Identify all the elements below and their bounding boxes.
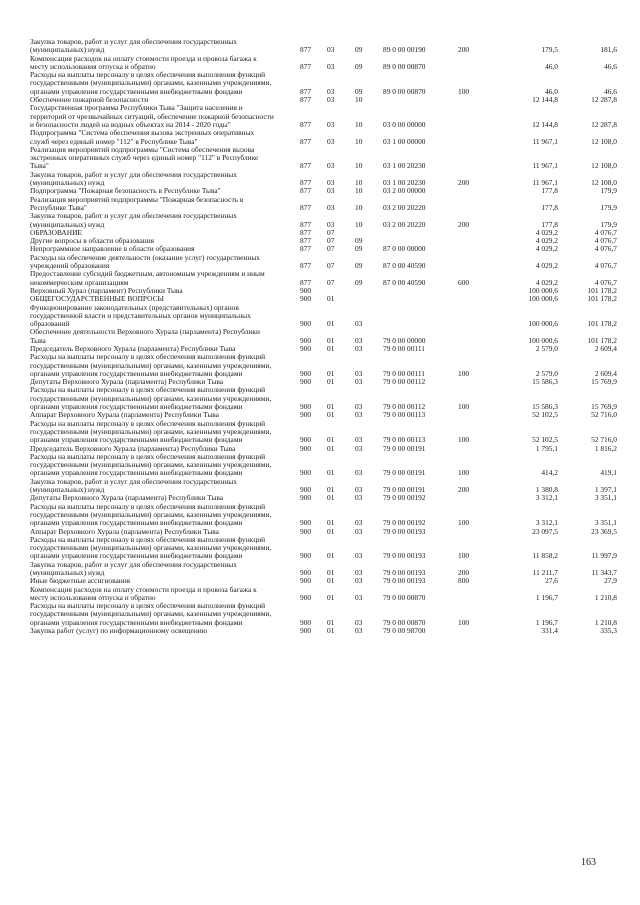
expense-type-code: 200 (458, 178, 470, 188)
table-row (30, 103, 617, 129)
amount-year-1: 11 967,1 (532, 178, 558, 188)
amount-year-2: 101 178,2 (587, 294, 617, 304)
target-item-code: 03 0 00 00000 (383, 119, 426, 129)
section-code: 01 (327, 485, 335, 495)
row-description: Реализация мероприятий подпрограммы "Пожарная безопасность в Республике Тыва" (30, 194, 244, 212)
amount-year-2: 12 108,0 (591, 178, 617, 188)
section-code: 01 (327, 592, 335, 602)
subsection-code: 03 (355, 377, 363, 387)
amount-year-2: 335,3 (600, 626, 617, 636)
amount-year-2: 23 369,5 (591, 526, 617, 536)
department-code: 877 (300, 277, 312, 287)
row-description: Предоставление субсидий бюджетным, автономным учреждениям и иным некоммерческим организациям (30, 269, 265, 287)
section-code: 01 (327, 368, 335, 378)
table-row (30, 194, 617, 213)
amount-year-2: 179,9 (600, 186, 617, 196)
amount-year-1: 11 967,1 (532, 161, 558, 171)
amount-year-2: 52 716,0 (591, 435, 617, 445)
amount-year-1: 11 967,1 (532, 136, 558, 146)
table-row (30, 252, 617, 271)
amount-year-1: 12 144,8 (532, 95, 558, 105)
department-code: 900 (300, 343, 312, 353)
amount-year-1: 27,6 (545, 576, 558, 586)
row-description: Расходы на обеспечение деятельности (оказание услуг) государственных учреждений образования (30, 252, 261, 271)
amount-year-1: 3 312,1 (535, 518, 558, 528)
amount-year-1: 1 380,8 (535, 485, 558, 495)
expense-type-code: 200 (458, 45, 470, 55)
department-code: 900 (300, 526, 312, 536)
row-description: Иные бюджетные ассигнования (30, 576, 131, 586)
row-description: Расходы на выплаты персоналу в целях обеспечения выполнения функций государственными (муниципальными) органами, казенными учреждениями, органами управления государственными внебюджетными фондами (30, 352, 272, 378)
row-description: Подпрограмма "Система обеспечения вызова экстренных оперативных служб через единый номер "112" в Республике Тыва" (30, 128, 255, 146)
table-row (30, 626, 617, 636)
expense-type-code: 100 (458, 402, 470, 412)
amount-year-2: 101 178,2 (587, 319, 617, 329)
amount-year-2: 11 997,9 (591, 551, 617, 561)
amount-year-1: 177,8 (541, 202, 558, 212)
table-row (30, 601, 617, 627)
subsection-code: 09 (355, 261, 363, 271)
amount-year-2: 27,9 (604, 576, 617, 586)
row-description: Закупка товаров, работ и услуг для обеспечения государственных (муниципальных) нужд (30, 476, 237, 495)
department-code: 900 (300, 435, 312, 445)
amount-year-1: 179,5 (541, 45, 558, 55)
subsection-code: 03 (355, 343, 363, 353)
amount-year-1: 100 000,6 (528, 319, 558, 329)
target-item-code: 79 0 00 00191 (383, 485, 426, 495)
section-code: 01 (327, 493, 335, 503)
amount-year-2: 1 816,2 (594, 443, 617, 453)
amount-year-1: 11 858,2 (532, 551, 558, 561)
amount-year-2: 12 108,0 (591, 136, 617, 146)
table-row (30, 302, 617, 329)
section-code: 03 (327, 61, 335, 71)
amount-year-1: 4 029,2 (535, 261, 558, 271)
expense-type-code: 100 (458, 551, 470, 561)
amount-year-1: 100 000,6 (528, 294, 558, 304)
department-code: 877 (300, 161, 312, 171)
department-code: 877 (300, 202, 312, 212)
table-row (30, 352, 617, 378)
subsection-code: 03 (355, 368, 363, 378)
amount-year-2: 12 108,0 (591, 161, 617, 171)
subsection-code: 03 (355, 518, 363, 528)
amount-year-2: 4 076,7 (594, 244, 617, 254)
section-code: 03 (327, 45, 335, 55)
section-code: 01 (327, 626, 335, 636)
section-code: 01 (327, 335, 335, 345)
expense-type-code: 100 (458, 617, 470, 627)
amount-year-2: 2 609,4 (594, 343, 617, 353)
row-description: Закупка товаров, работ и услуг для обеспечения государственных (муниципальных) нужд (30, 37, 237, 55)
table-row (30, 211, 617, 229)
subsection-code: 03 (355, 335, 363, 345)
subsection-code: 10 (355, 95, 363, 105)
target-item-code: 79 0 00 00191 (383, 468, 426, 478)
table-row (30, 70, 617, 96)
row-description: Другие вопросы в области образования (30, 236, 155, 246)
table-row (30, 37, 617, 55)
target-item-code: 89 0 00 00870 (383, 61, 426, 71)
section-code: 07 (327, 227, 335, 237)
department-code: 900 (300, 576, 312, 586)
amount-year-2: 46,6 (604, 61, 617, 71)
target-item-code: 79 0 00 00111 (383, 343, 425, 353)
department-code: 900 (300, 592, 312, 602)
amount-year-2: 15 769,9 (591, 402, 617, 412)
row-description: Закупка товаров, работ и услуг для обеспечения государственных (муниципальных) нужд (30, 559, 237, 577)
amount-year-2: 179,9 (600, 219, 617, 229)
amount-year-2: 1 210,8 (594, 592, 617, 602)
amount-year-2: 4 076,7 (594, 227, 617, 237)
section-code: 03 (327, 86, 335, 96)
amount-year-2: 101 178,2 (587, 285, 617, 295)
subsection-code: 09 (355, 277, 363, 287)
target-item-code: 79 0 00 00193 (383, 551, 426, 561)
subsection-code: 10 (355, 186, 363, 196)
department-code: 900 (300, 626, 312, 636)
target-item-code: 87 0 00 00000 (383, 244, 426, 254)
section-code: 01 (327, 443, 335, 453)
amount-year-1: 46,0 (545, 86, 558, 96)
target-item-code: 79 0 00 00193 (383, 576, 426, 586)
expense-type-code: 100 (458, 468, 470, 478)
section-code: 03 (327, 202, 335, 212)
section-code: 01 (327, 435, 335, 445)
section-code: 07 (327, 244, 335, 254)
amount-year-1: 12 144,8 (532, 119, 558, 129)
department-code: 900 (300, 319, 312, 329)
amount-year-1: 100 000,6 (528, 335, 558, 345)
subsection-code: 03 (355, 576, 363, 586)
expense-type-code: 200 (458, 219, 470, 229)
subsection-code: 10 (355, 119, 363, 129)
section-code: 01 (327, 617, 335, 627)
section-code: 03 (327, 186, 335, 196)
department-code: 900 (300, 368, 312, 378)
row-description: Закупка товаров, работ и услуг для обеспечения государственных (муниципальных) нужд (30, 211, 237, 229)
amount-year-1: 4 029,2 (535, 227, 558, 237)
table-row (30, 128, 617, 146)
table-row (30, 385, 617, 412)
amount-year-1: 15 586,3 (532, 402, 558, 412)
row-description: Обеспечение пожарной безопасности (30, 95, 149, 105)
row-description: Депутаты Верховного Хурала (парламента) Республики Тыва (30, 377, 224, 387)
section-code: 01 (327, 377, 335, 387)
row-description: Верховный Хурал (парламент) Республики Тыва (30, 285, 183, 295)
subsection-code: 03 (355, 319, 363, 329)
target-item-code: 79 0 00 00192 (383, 518, 426, 528)
target-item-code: 89 0 00 00190 (383, 45, 426, 55)
amount-year-1: 2 579,0 (535, 368, 558, 378)
department-code: 900 (300, 335, 312, 345)
section-code: 03 (327, 119, 335, 129)
section-code: 07 (327, 236, 335, 246)
amount-year-1: 4 029,2 (535, 277, 558, 287)
amount-year-2: 12 287,8 (591, 95, 617, 105)
subsection-code: 09 (355, 236, 363, 246)
expense-type-code: 100 (458, 435, 470, 445)
section-code: 01 (327, 551, 335, 561)
row-description: Расходы на выплаты персоналу в целях обеспечения выполнения функций государственными (муниципальными) органами, казенными учреждениями, органами управления государственными внебюджетными фондами (30, 418, 272, 445)
amount-year-2: 4 076,7 (594, 236, 617, 246)
target-item-code: 79 0 00 00193 (383, 568, 426, 577)
row-description: Закупка товаров, работ и услуг для обеспечения государственных (муниципальных) нужд (30, 169, 237, 188)
amount-year-1: 2 579,0 (535, 343, 558, 353)
amount-year-2: 181,6 (600, 45, 617, 55)
department-code: 900 (300, 493, 312, 503)
department-code: 877 (300, 219, 312, 229)
department-code: 900 (300, 617, 312, 627)
table-row (30, 53, 617, 72)
department-code: 877 (300, 119, 312, 129)
department-code: 900 (300, 518, 312, 528)
budget-table (30, 37, 617, 636)
row-description: Председатель Верховного Хурала (парламента) Республики Тыва (30, 343, 236, 353)
target-item-code: 79 0 00 00870 (383, 592, 426, 602)
table-row (30, 327, 617, 345)
expense-type-code: 100 (458, 518, 470, 528)
amount-year-1: 15 586,3 (532, 377, 558, 387)
amount-year-1: 100 000,6 (528, 285, 558, 295)
section-code: 01 (327, 518, 335, 528)
subsection-code: 09 (355, 61, 363, 71)
department-code: 877 (300, 244, 312, 254)
amount-year-2: 3 351,1 (594, 518, 617, 528)
amount-year-1: 52 102,5 (532, 435, 558, 445)
amount-year-1: 1 196,7 (535, 592, 558, 602)
table-row (30, 144, 617, 171)
table-row (30, 169, 617, 188)
expense-type-code: 200 (458, 485, 470, 495)
row-description: Председатель Верховного Хурала (парламента) Республики Тыва (30, 443, 236, 453)
section-code: 03 (327, 219, 335, 229)
amount-year-2: 15 769,9 (591, 377, 617, 387)
table-row (30, 476, 617, 495)
section-code: 03 (327, 178, 335, 188)
amount-year-1: 23 097,5 (532, 526, 558, 536)
department-code: 900 (300, 551, 312, 561)
amount-year-2: 12 287,8 (591, 119, 617, 129)
amount-year-2: 1 210,8 (594, 617, 617, 627)
target-item-code: 03 1 00 20230 (383, 178, 426, 188)
section-code: 01 (327, 343, 335, 353)
target-item-code: 79 0 00 00870 (383, 617, 426, 627)
department-code: 900 (300, 377, 312, 387)
row-description: Функционирование законодательных (представительных) органов государственной власти и представительных органов муниципальных образований (30, 302, 251, 329)
row-description: Расходы на выплаты персоналу в целях обеспечения выполнения функций государственными (муниципальными) органами, казенными учреждениями, органами управления государственными внебюджетными фондами (30, 501, 272, 528)
department-code: 877 (300, 95, 312, 105)
department-code: 900 (300, 402, 312, 412)
amount-year-1: 52 102,5 (532, 410, 558, 420)
row-description: Депутаты Верховного Хурала (парламента) Республики Тыва (30, 493, 224, 503)
amount-year-1: 331,4 (541, 626, 558, 636)
department-code: 877 (300, 236, 312, 246)
subsection-code: 09 (355, 45, 363, 55)
row-description: Аппарат Верховного Хурала (парламента) Республики Тыва (30, 526, 219, 536)
subsection-code: 03 (355, 592, 363, 602)
row-description: Расходы на выплаты персоналу в целях обеспечения выполнения функций государственными (муниципальными) органами, казенными учреждениями, органами управления государственными внебюджетными фондами (30, 70, 272, 96)
page-number: 163 (581, 857, 596, 868)
expense-type-code: 800 (458, 576, 470, 586)
amount-year-1: 414,2 (541, 468, 558, 478)
row-description: Непрограммное направление в области образования (30, 244, 195, 254)
subsection-code: 03 (355, 493, 363, 503)
department-code: 900 (300, 285, 312, 295)
row-description: Обеспечение деятельности Верховного Хурала (парламента) Республики Тыва (30, 327, 260, 345)
subsection-code: 03 (355, 526, 363, 536)
expense-type-code: 100 (458, 86, 470, 96)
subsection-code: 03 (355, 551, 363, 561)
table-row (30, 534, 617, 561)
department-code: 877 (300, 178, 312, 188)
amount-year-2: 419,1 (600, 468, 617, 478)
amount-year-1: 1 196,7 (535, 617, 558, 627)
subsection-code: 03 (355, 435, 363, 445)
subsection-code: 03 (355, 468, 363, 478)
subsection-code: 10 (355, 161, 363, 171)
target-item-code: 03 2 00 20220 (383, 202, 426, 212)
row-description: Расходы на выплаты персоналу в целях обеспечения выполнения функций государственными (муниципальными) органами, казенными учреждениями, органами управления государственными внебюджетными фондами (30, 534, 272, 561)
subsection-code: 03 (355, 617, 363, 627)
department-code: 877 (300, 186, 312, 196)
subsection-code: 10 (355, 202, 363, 212)
department-code: 900 (300, 410, 312, 420)
subsection-code: 03 (355, 410, 363, 420)
department-code: 877 (300, 45, 312, 55)
section-code: 01 (327, 468, 335, 478)
department-code: 900 (300, 468, 312, 478)
row-description: Расходы на выплаты персоналу в целях обеспечения выполнения функций государственными (муниципальными) органами, казенными учреждениями, органами управления государственными внебюджетными фондами (30, 451, 272, 478)
row-description: Подпрограмма "Пожарная безопасность в Республике Тыва" (30, 186, 221, 196)
row-description: Реализация мероприятий подпрограммы "Система обеспечения вызова экстренных оперативных служб через единый номер "112" в Республике Тыва" (30, 144, 259, 171)
amount-year-1: 4 029,2 (535, 244, 558, 254)
table-row (30, 451, 617, 478)
department-code: 900 (300, 443, 312, 453)
target-item-code: 79 0 00 00191 (383, 443, 426, 453)
row-description: ОБРАЗОВАНИЕ (30, 227, 82, 237)
section-code: 01 (327, 526, 335, 536)
amount-year-2: 179,9 (600, 202, 617, 212)
amount-year-2: 3 351,1 (594, 493, 617, 503)
amount-year-1: 1 795,1 (535, 443, 558, 453)
amount-year-2: 4 076,7 (594, 277, 617, 287)
table-row (30, 584, 617, 603)
section-code: 01 (327, 319, 335, 329)
target-item-code: 87 0 00 40590 (383, 277, 426, 287)
amount-year-1: 177,8 (541, 186, 558, 196)
row-description: ОБЩЕГОСУДАРСТВЕННЫЕ ВОПРОСЫ (30, 294, 164, 304)
amount-year-1: 3 312,1 (535, 493, 558, 503)
amount-year-2: 52 716,0 (591, 410, 617, 420)
department-code: 900 (300, 568, 312, 577)
amount-year-2: 1 397,1 (594, 485, 617, 495)
row-description: Аппарат Верховного Хурала (парламента) Республики Тыва (30, 410, 219, 420)
department-code: 877 (300, 227, 312, 237)
section-code: 01 (327, 576, 335, 586)
department-code: 900 (300, 485, 312, 495)
subsection-code: 09 (355, 244, 363, 254)
amount-year-1: 11 211,7 (532, 568, 558, 577)
department-code: 877 (300, 86, 312, 96)
subsection-code: 10 (355, 136, 363, 146)
target-item-code: 03 2 00 20220 (383, 219, 426, 229)
amount-year-2: 101 178,2 (587, 335, 617, 345)
table-row (30, 418, 617, 445)
department-code: 877 (300, 261, 312, 271)
target-item-code: 79 0 00 98700 (383, 626, 426, 636)
section-code: 01 (327, 410, 335, 420)
target-item-code: 03 1 00 20230 (383, 161, 426, 171)
target-item-code: 79 0 00 00000 (383, 335, 426, 345)
section-code: 01 (327, 294, 335, 304)
target-item-code: 89 0 00 00870 (383, 86, 426, 96)
subsection-code: 03 (355, 626, 363, 636)
row-description: Компенсация расходов на оплату стоимости проезда и провоза багажа к месту использования отпуска и обратно (30, 584, 257, 602)
amount-year-2: 46,6 (604, 86, 617, 96)
row-description: Расходы на выплаты персоналу в целях обеспечения выполнения функций государственными (муниципальными) органами, казенными учреждениями, органами управления государственными внебюджетными фондами (30, 385, 272, 412)
department-code: 877 (300, 61, 312, 71)
target-item-code: 79 0 00 00112 (383, 377, 426, 387)
target-item-code: 79 0 00 00111 (383, 368, 425, 378)
subsection-code: 03 (355, 402, 363, 412)
section-code: 03 (327, 161, 335, 171)
subsection-code: 03 (355, 443, 363, 453)
section-code: 07 (327, 261, 335, 271)
row-description: Компенсация расходов на оплату стоимости проезда и провоза багажа к месту использования отпуска и обратно (30, 53, 257, 71)
amount-year-1: 46,0 (545, 61, 558, 71)
target-item-code: 79 0 00 00192 (383, 493, 426, 503)
amount-year-2: 4 076,7 (594, 261, 617, 271)
subsection-code: 09 (355, 86, 363, 96)
section-code: 07 (327, 277, 335, 287)
expense-type-code: 200 (458, 568, 470, 577)
section-code: 01 (327, 402, 335, 412)
target-item-code: 03 1 00 00000 (383, 136, 426, 146)
target-item-code: 87 0 00 40590 (383, 261, 426, 271)
target-item-code: 79 0 00 00112 (383, 402, 426, 412)
table-row (30, 269, 617, 287)
row-description: Государственная программа Республики Тыва "Защита населения и территорий от чрезвычайных ситуаций, обеспечение пожарной безопасности и безопасности людей на водных объектах на 2014 - 2020 годы" (30, 103, 274, 129)
amount-year-1: 4 029,2 (535, 236, 558, 246)
subsection-code: 03 (355, 568, 363, 577)
expense-type-code: 100 (458, 368, 470, 378)
table-row (30, 501, 617, 528)
target-item-code: 79 0 00 00113 (383, 410, 426, 420)
expense-type-code: 600 (458, 277, 470, 287)
department-code: 900 (300, 294, 312, 304)
target-item-code: 79 0 00 00113 (383, 435, 426, 445)
table-row (30, 559, 617, 578)
section-code: 01 (327, 568, 335, 577)
amount-year-2: 11 343,7 (591, 568, 617, 577)
target-item-code: 79 0 00 00193 (383, 526, 426, 536)
section-code: 03 (327, 95, 335, 105)
department-code: 877 (300, 136, 312, 146)
target-item-code: 03 2 00 00000 (383, 186, 426, 196)
row-description: Закупка работ (услуг) по информационному освещению (30, 626, 208, 636)
row-description: Расходы на выплаты персоналу в целях обеспечения выполнения функций государственными (муниципальными) органами, казенными учреждениями, органами управления государственными внебюджетными фондами (30, 601, 272, 627)
subsection-code: 10 (355, 178, 363, 188)
subsection-code: 10 (355, 219, 363, 229)
amount-year-1: 177,8 (541, 219, 558, 229)
amount-year-2: 2 609,4 (594, 368, 617, 378)
subsection-code: 03 (355, 485, 363, 495)
section-code: 03 (327, 136, 335, 146)
